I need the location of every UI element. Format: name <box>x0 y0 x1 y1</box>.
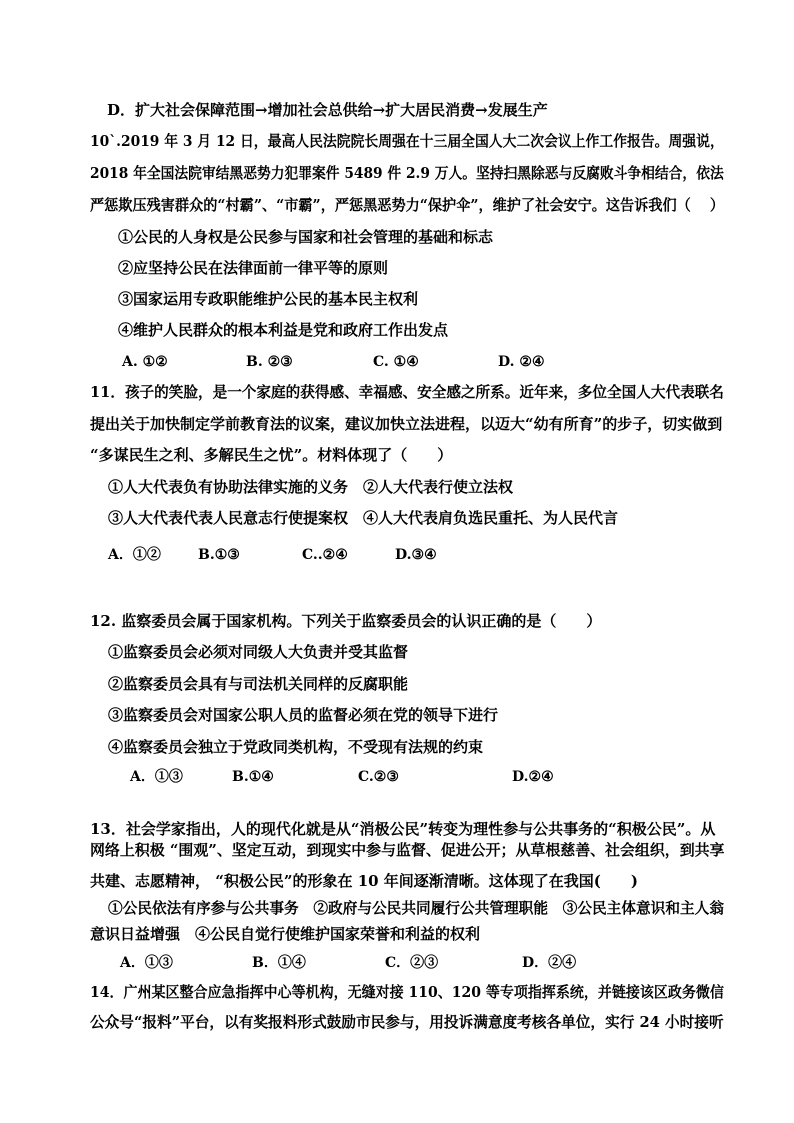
q10-option-c: C. ①④ <box>373 354 419 370</box>
q12-item: ④监察委员会独立于党政同类机构，不受现有法规的约束 <box>108 738 484 756</box>
prev-option-d: D．扩大社会保障范围→增加社会总供给→扩大居民消费→发展生产 <box>107 101 548 119</box>
q12-item: ②监察委员会具有与司法机关同样的反腐职能 <box>108 675 409 693</box>
q12-stem-line: 12. 监察委员会属于国家机构。下列关于监察委员会的认识正确的是（ ） <box>90 612 602 630</box>
q11-item: ③人大代表代表人民意志行使提案权 ④人大代表肩负选民重托、为人民代言 <box>108 509 619 527</box>
q12-option-c: C.②③ <box>358 769 399 785</box>
q10-stem-line: 10`.2019 年 3 月 12 日，最高人民法院院长周强在十三届全国人大二次会议上作工作报告。周强说， <box>90 132 724 150</box>
q11-option-d: D.③④ <box>395 547 437 563</box>
q13-stem-line: 网络上积极 “围观”、坚定互动，到现实中参与监督、促进公开；从草根慈善、社会组织，到共享 <box>90 841 725 859</box>
q13-option-c: C．②③ <box>385 955 439 971</box>
q13-stem-line: 13．社会学家指出，人的现代化就是从“消极公民”转变为理性参与公共事务的“积极公民”。从 <box>90 820 716 838</box>
q11-option-c: C..②④ <box>302 547 348 563</box>
q13-item: ①公民依法有序参与公共事务 ②政府与公民共同履行公共管理职能 ③公民主体意识和主人翁 <box>108 899 725 917</box>
q13-option-d: D．②④ <box>522 955 577 971</box>
q11-item: ①人大代表负有协助法律实施的义务 ②人大代表行使立法权 <box>108 478 514 496</box>
q14-stem-line: 14．广州某区整合应急指挥中心等机构，无缝对接 110、120 等专项指挥系统，并链接该区政务微信 <box>90 983 724 1001</box>
q11-stem-line: “多谋民生之利、多解民生之忧”。材料体现了（ ） <box>90 446 453 464</box>
q13-stem-line: 共建、志愿精神， “积极公民”的形象在 10 年间逐渐清晰。这体现了在我国( ) <box>90 872 638 890</box>
q13-option-a: A．①③ <box>120 955 173 971</box>
q11-stem-line: 提出关于加快制定学前教育法的议案，建议加快立法进程，以迈大“幼有所育”的步子，切实做到 <box>90 415 723 433</box>
q11-option-a: A．①② <box>108 547 161 563</box>
q11-stem-line: 11．孩子的笑脸，是一个家庭的获得感、幸福感、安全感之所系。近年来，多位全国人大代表联名 <box>90 383 724 401</box>
q10-option-d: D. ②④ <box>498 354 545 370</box>
q10-stem-line: 严惩欺压残害群众的“村霸”、“市霸”，严惩黑恶势力“保护伞”，维护了社会安宁。这告诉我们（ ） <box>90 196 725 214</box>
q10-stem-line: 2018 年全国法院审结黑恶势力犯罪案件 5489 件 2.9 万人。坚持扫黑除恶与反腐败斗争相结合，依法 <box>90 164 724 182</box>
q14-stem-line: 公众号“报料”平台，以有奖报料形式鼓励市民参与，用投诉满意度考核各单位，实行 24 小时接听 <box>90 1013 724 1031</box>
q10-option-a: A. ①② <box>122 354 168 370</box>
q10-item: ③国家运用专政职能维护公民的基本民主权利 <box>118 290 419 308</box>
q12-option-d: D.②④ <box>512 769 554 785</box>
q12-option-a: A．①③ <box>130 769 183 785</box>
q11-option-b: B.①③ <box>198 547 240 563</box>
q13-option-b: B．①④ <box>252 955 306 971</box>
q10-option-b: B. ②③ <box>246 354 293 370</box>
q12-item: ①监察委员会必须对同级人大负责并受其监督 <box>108 643 409 661</box>
q10-item: ②应坚持公民在法律面前一律平等的原则 <box>118 259 389 277</box>
q12-item: ③监察委员会对国家公职人员的监督必须在党的领导下进行 <box>108 706 499 724</box>
q10-item: ①公民的人身权是公民参与国家和社会管理的基础和标志 <box>118 228 494 246</box>
q12-option-b: B.①④ <box>232 769 274 785</box>
q10-item: ④维护人民群众的根本利益是党和政府工作出发点 <box>118 321 449 339</box>
q13-item: 意识日益增强 ④公民自觉行使维护国家荣誉和利益的权利 <box>90 925 481 943</box>
